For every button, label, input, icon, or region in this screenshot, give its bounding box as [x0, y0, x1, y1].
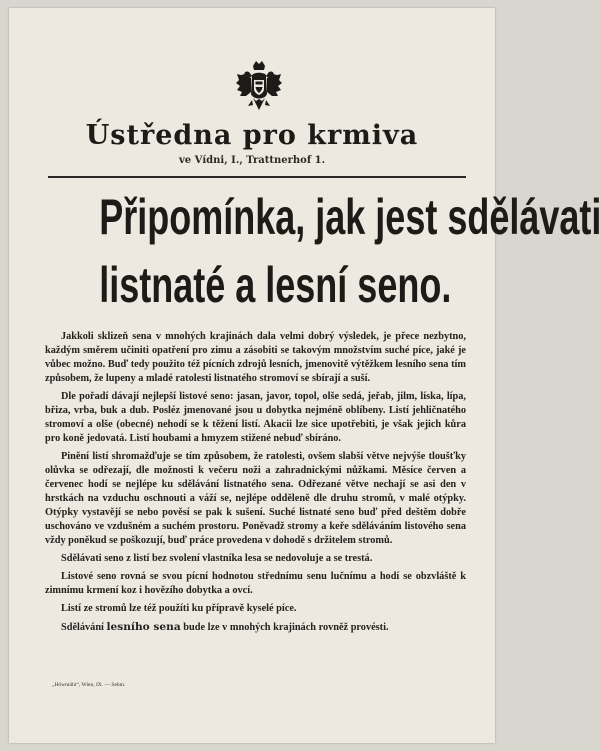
last-paragraph-start: Sdělávání — [61, 622, 104, 633]
paragraph: Dle pořadí dávají nejlepší listové seno: jasan, javor, topol, olše sedá, jeřab, jilm, líska, lípa, břiza, vrba, buk a dub. Posléz jmenované jsou u dobytka nejméně oblíbeny. Listí jehličnatého stromoví a olše (obecné) nehodí se k těžení listí. Akacii lze sice upotřebiti, je však jejich kůra pro koně jedovatá. Listí houbami a hmyzem stižené nebuď sbíráno. — [45, 391, 466, 444]
last-paragraph-end: bude lze v mnohých krajinách rovněž provésti. — [183, 622, 389, 633]
headline-line-1: Připomínka, jak jest sdělávati — [99, 189, 601, 245]
paragraph: Listí ze stromů lze též použíti ku přípravě kyselé píce. — [61, 603, 297, 614]
paragraph: Sdělávati seno z listí bez svolení vlastníka lesa se nedovoluje a se trestá. — [61, 553, 373, 564]
paragraph: Jakkoli sklizeň sena v mnohých krajinách dala velmi dobrý výsledek, je přece nezbytno, každým směrem učiniti opatření pro zimu a zásobiti se takovým množstvím suché píce, jaké je vůbec možno. Buď tedy použito též pícních zdrojů lesních, jmenovitě výtěžkem lesního sena tím způsobem, že lupeny a mladé ratolesti listnatého stromoví se sbírají a suší. — [45, 331, 466, 384]
printer-imprint: „Höwmühl“, Wien, IX. — Sehm. — [52, 682, 126, 688]
emphasized-phrase: lesního sena — [106, 621, 181, 633]
paragraph-last — [45, 620, 466, 635]
paragraph: Pinění listí shromažďuje se tím způsobem, že ratolesti, ovšem slabší větve nejvýše tloušťky olůvka se odřezají, dle možnosti k večeru noži a zahradnickými nůžkami. Měsíce červen a červenec hodí se nejlépe ku sdělávání listnatého sena. Odřezané větve nechají se asi den v hrstkách na vzduchu oschnouti a váží se, nejlépe odděleně dle druhu stromů, v malé otýpky. Otýpky vystavějí se nebo pověsí se pak k sušení. Suché listnaté seno buď před deštěm dobře uschováno ve vzdušném a suchém prostoru. Poněvadž stromy a keře sděláváním listového sena vždy poněkud se poškozují, buď práce provedena v dohodě s držitelem stromů. — [45, 451, 466, 546]
body-text — [45, 330, 466, 635]
headline-line-2: listnaté a lesní seno. — [99, 257, 452, 313]
organization-address: ve Vídni, I., Trattnerhof 1. — [178, 155, 326, 166]
divider-rule — [48, 176, 466, 178]
double-headed-eagle-icon — [236, 60, 282, 118]
poster-page — [9, 8, 601, 743]
organization-name: Ústředna pro krmiva — [85, 120, 419, 151]
paragraph: Listové seno rovná se svou pícní hodnotou střednímu senu lučnímu a hodí se obzvláště k zimnímu krmení koz i hovězího dobytka a ovcí. — [45, 571, 466, 596]
